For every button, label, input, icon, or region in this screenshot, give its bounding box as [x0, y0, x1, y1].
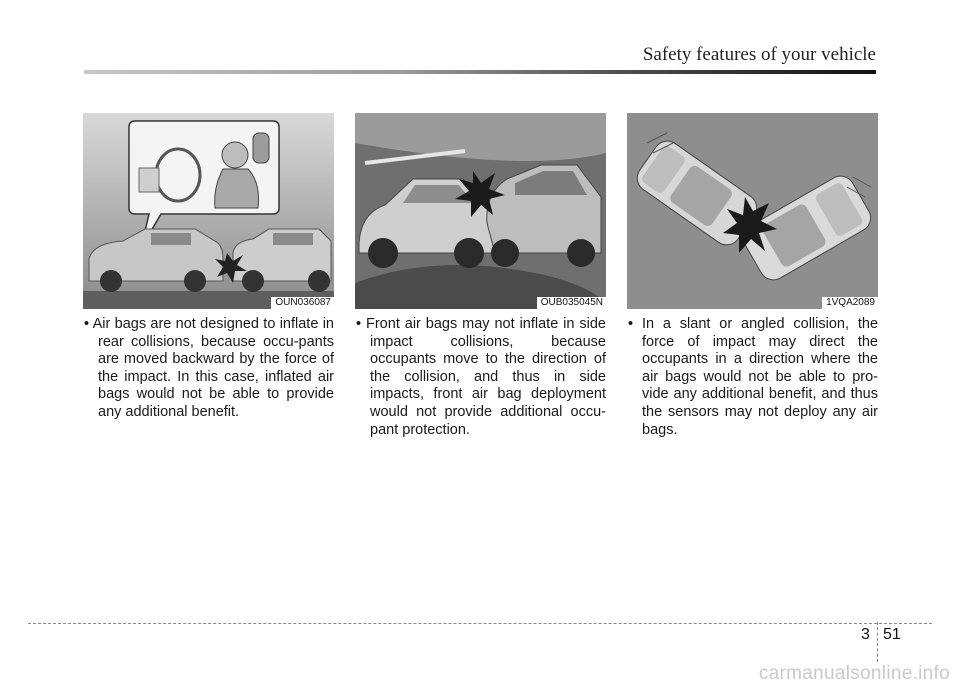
- page-number: 51: [883, 626, 901, 643]
- page-header-title: Safety features of your vehicle: [642, 44, 876, 65]
- figure-code: OUN036087: [271, 297, 334, 309]
- figure-code: OUB035045N: [537, 297, 606, 309]
- figure-code: 1VQA2089: [822, 297, 878, 309]
- page-number-divider: [877, 622, 878, 662]
- side-collision-illustration-icon: [355, 113, 606, 309]
- rear-collision-illustration-icon: [83, 113, 334, 309]
- figure-side-collision: [355, 113, 606, 309]
- bullet-text-content: Front air bags may not inflate in side impact collisions, because occupants move to the direction of the collision, and thus in side impacts, front air bag deployment would not provide additional occu-pant protection.: [366, 316, 606, 438]
- bullet-angled-collision: • In a slant or angled collision, the force of impact may direct the occupants in a direction where the air bags would not be able to pro-vide any additional benefit, and thus the sensors may not deploy any air bags.: [628, 316, 879, 438]
- header-rule: [84, 70, 876, 74]
- chapter-number: 3: [861, 626, 870, 643]
- bullet-rear-collision: • Air bags are not designed to inflate in rear collisions, because occu-pants are moved backward by the force of the impact. In this case, inflated air bags would not be able to provide any additional benefit.: [84, 316, 334, 420]
- watermark: carmanualsonline.info: [758, 663, 950, 684]
- figure-rear-collision: [83, 113, 334, 309]
- bullet-text-content: In a slant or angled collision, the force of impact may direct the occupants in a direction where the air bags would not be able to pro-vide any additional benefit, and thus the sensors may not deploy any air bags.: [641, 316, 879, 438]
- bullet-side-collision: • Front air bags may not inflate in side impact collisions, because occupants move to the direction of the collision, and thus in side impacts, front air bag deployment would not provide additional occu-pant protection.: [356, 316, 606, 438]
- bullet-text-content: Air bags are not designed to inflate in rear collisions, because occu-pants are moved backward by the force of the impact. In this case, inflated air bags would not be able to provide any additional benefit.: [92, 316, 334, 420]
- footer-rule: [28, 623, 932, 624]
- angled-collision-illustration-icon: [627, 113, 878, 309]
- figure-angled-collision: [627, 113, 878, 309]
